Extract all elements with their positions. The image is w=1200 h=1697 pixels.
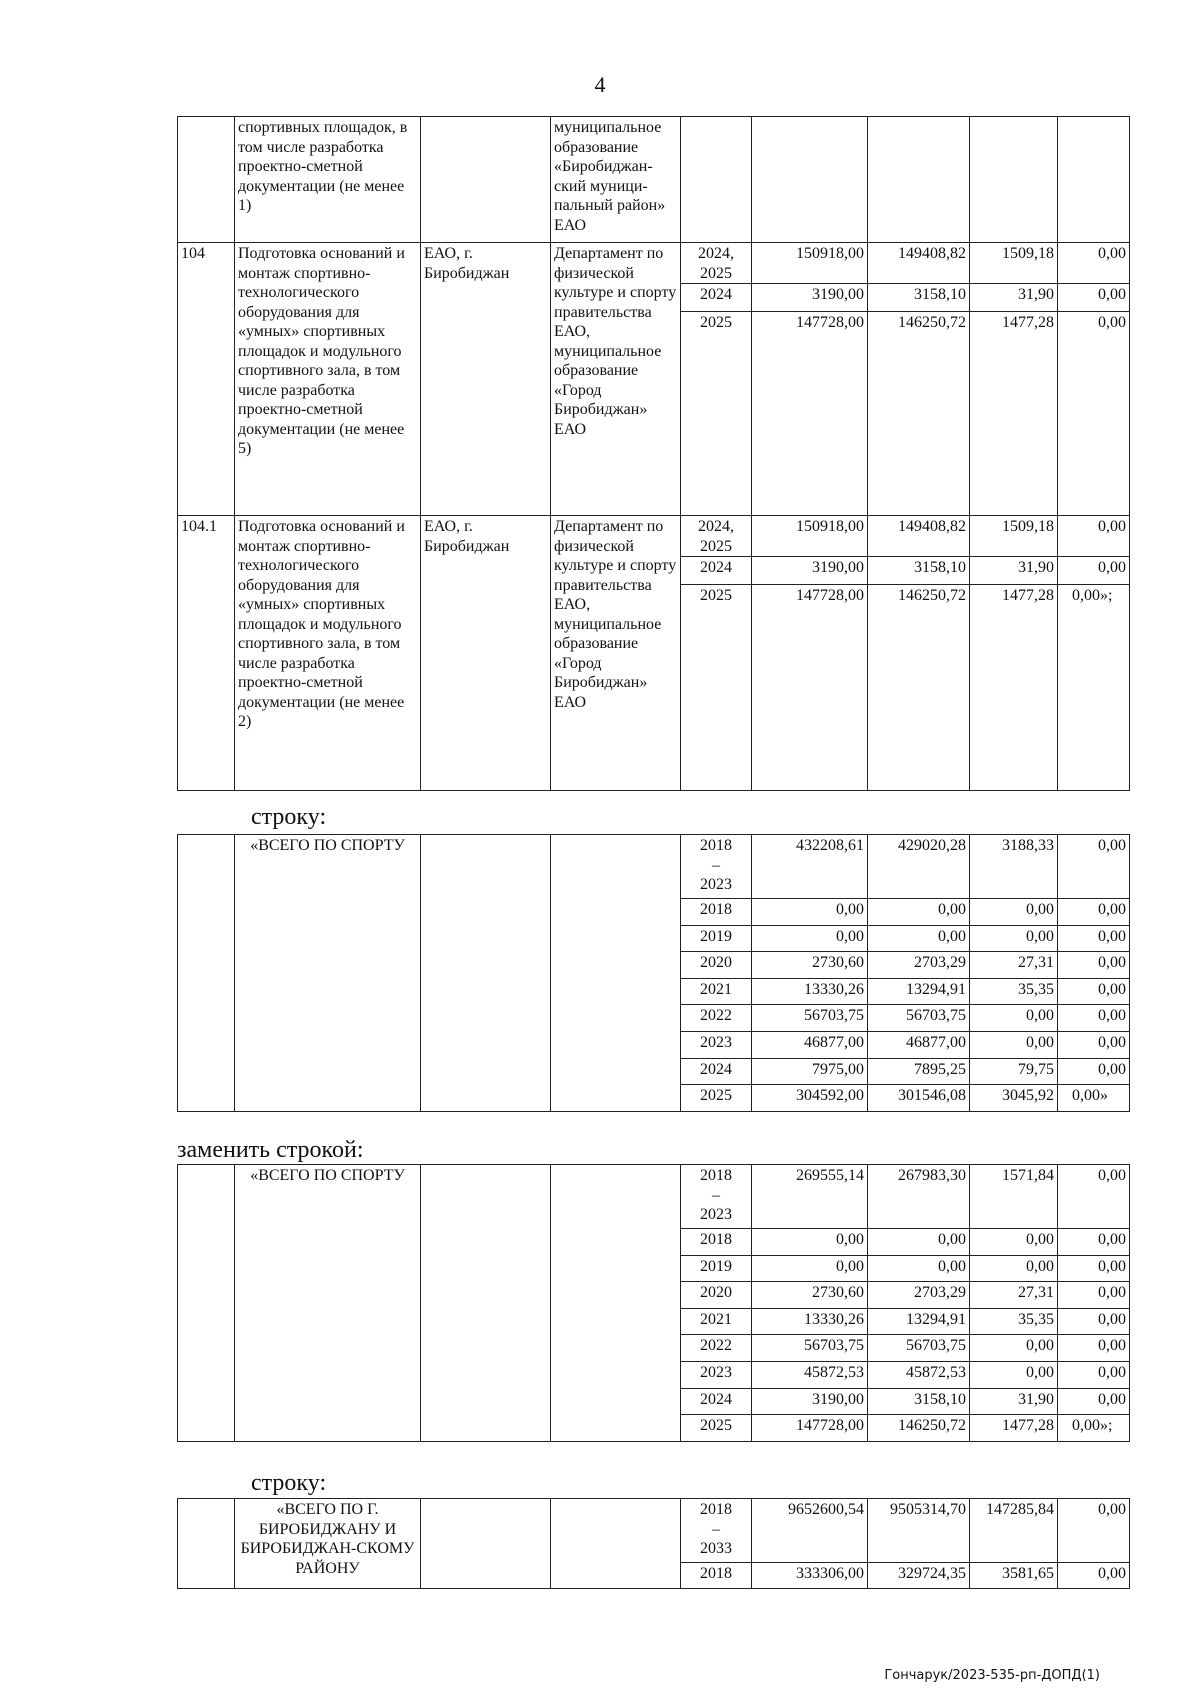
instruction-text: строку: xyxy=(251,804,327,830)
total-cell: 7975,00 xyxy=(752,1058,868,1085)
sport-total-new-table xyxy=(177,1164,1130,1442)
total-cell: 269555,14 xyxy=(752,1165,868,1229)
total-cell: 304592,00 xyxy=(752,1085,868,1112)
federal-cell: 0,00 xyxy=(868,925,970,952)
federal-cell: 0,00 xyxy=(868,899,970,926)
year-cell: 2020 xyxy=(681,1282,752,1309)
regional-cell: 27,31 xyxy=(970,952,1058,979)
federal-cell: 9505314,70 xyxy=(868,1499,970,1563)
federal-cell: 149408,82 xyxy=(868,516,970,557)
total-cell: 3190,00 xyxy=(752,284,868,312)
row-number-empty xyxy=(178,1499,235,1589)
regional-cell: 0,00 xyxy=(970,1005,1058,1032)
program-table-top xyxy=(177,116,1130,791)
federal-cell: 429020,28 xyxy=(868,835,970,899)
regional-cell: 1477,28 xyxy=(970,1415,1058,1442)
regional-cell: 0,00 xyxy=(970,1335,1058,1362)
total-cell: 147728,00 xyxy=(752,312,868,516)
table-row xyxy=(178,516,1130,557)
row-number: 104 xyxy=(178,243,235,516)
other-cell: 0,00 xyxy=(1058,952,1130,979)
regional-cell: 3581,65 xyxy=(970,1563,1058,1589)
other-cell: 0,00 xyxy=(1058,1031,1130,1058)
year-cell: 2019 xyxy=(681,925,752,952)
federal-cell: 46877,00 xyxy=(868,1031,970,1058)
instruction-text: заменить строкой: xyxy=(177,1137,364,1163)
year-cell: 2023 xyxy=(681,1031,752,1058)
executor-empty xyxy=(551,1165,681,1442)
grand-total-table xyxy=(177,1498,1130,1589)
regional-cell: 31,90 xyxy=(970,557,1058,585)
total-cell: 0,00 xyxy=(752,1229,868,1256)
other-cell: 0,00 xyxy=(1058,835,1130,899)
row-number-empty xyxy=(178,835,235,1112)
regional-cell: 147285,84 xyxy=(970,1499,1058,1563)
regional-cell: 3045,92 xyxy=(970,1085,1058,1112)
year-cell: 2018 xyxy=(681,899,752,926)
year-cell: 2018 xyxy=(681,1229,752,1256)
other-cell: 0,00 xyxy=(1058,557,1130,585)
other-cell: 0,00 xyxy=(1058,1255,1130,1282)
regional-cell: 1571,84 xyxy=(970,1165,1058,1229)
other-cell: 0,00» xyxy=(1058,1085,1130,1112)
regional-cell: 35,35 xyxy=(970,1308,1058,1335)
total-cell: 0,00 xyxy=(752,925,868,952)
regional-cell: 0,00 xyxy=(970,925,1058,952)
federal-cell: 301546,08 xyxy=(868,1085,970,1112)
year-cell: 2018 – 2033 xyxy=(681,1499,752,1563)
federal-cell: 2703,29 xyxy=(868,952,970,979)
total-cell: 150918,00 xyxy=(752,243,868,284)
total-cell: 13330,26 xyxy=(752,1308,868,1335)
other-cell: 0,00»; xyxy=(1058,1415,1130,1442)
other-cell: 0,00 xyxy=(1058,899,1130,926)
place: ЕАО, г. Биробиджан xyxy=(421,516,551,791)
regional-cell: 1509,18 xyxy=(970,516,1058,557)
federal-cell: 7895,25 xyxy=(868,1058,970,1085)
federal-cell: 45872,53 xyxy=(868,1361,970,1388)
place-empty xyxy=(421,1165,551,1442)
summary-title: «ВСЕГО ПО Г. БИРОБИДЖАНУ И БИРОБИДЖАН-СКОМУ РАЙОНУ xyxy=(235,1499,421,1589)
other-cell: 0,00 xyxy=(1058,1165,1130,1229)
year-cell: 2021 xyxy=(681,1308,752,1335)
federal-cell: 3158,10 xyxy=(868,1388,970,1415)
year-cell: 2025 xyxy=(681,312,752,516)
regional-cell: 0,00 xyxy=(970,1229,1058,1256)
year-cell: 2024, 2025 xyxy=(681,243,752,284)
table-row xyxy=(178,1499,1130,1563)
total-cell: 2730,60 xyxy=(752,952,868,979)
other-cell: 0,00»; xyxy=(1058,585,1130,791)
federal-cell: 146250,72 xyxy=(868,312,970,516)
regional-cell: 3188,33 xyxy=(970,835,1058,899)
regional-cell: 0,00 xyxy=(970,1255,1058,1282)
federal-cell: 2703,29 xyxy=(868,1282,970,1309)
page-number: 4 xyxy=(594,72,606,97)
year-cell: 2025 xyxy=(681,585,752,791)
total-cell: 56703,75 xyxy=(752,1005,868,1032)
regional-cell: 1477,28 xyxy=(970,585,1058,791)
other-cell: 0,00 xyxy=(1058,1499,1130,1563)
year-cell: 2023 xyxy=(681,1361,752,1388)
total-cell: 0,00 xyxy=(752,1255,868,1282)
executor: Департамент по физической культуре и спорту правительства ЕАО, муниципальное образование «Город Биробиджан» ЕАО xyxy=(551,516,681,791)
federal-cell: 267983,30 xyxy=(868,1165,970,1229)
total-cell: 0,00 xyxy=(752,899,868,926)
regional-cell: 31,90 xyxy=(970,284,1058,312)
regional-cell: 0,00 xyxy=(970,899,1058,926)
total-cell: 2730,60 xyxy=(752,1282,868,1309)
table-row xyxy=(178,243,1130,284)
other-cell: 0,00 xyxy=(1058,1361,1130,1388)
row-number: 104.1 xyxy=(178,516,235,791)
other-cell: 0,00 xyxy=(1058,243,1130,284)
other-cell: 0,00 xyxy=(1058,1058,1130,1085)
executor: Департамент по физической культуре и спорту правительства ЕАО, муниципальное образование «Город Биробиджан» ЕАО xyxy=(551,243,681,516)
place-empty xyxy=(421,835,551,1112)
total-cell: 9652600,54 xyxy=(752,1499,868,1563)
other-cell: 0,00 xyxy=(1058,1335,1130,1362)
federal-cell: 0,00 xyxy=(868,1229,970,1256)
federal-cell: 329724,35 xyxy=(868,1563,970,1589)
year-cell: 2020 xyxy=(681,952,752,979)
row-number-empty xyxy=(178,1165,235,1442)
year-cell: 2018 xyxy=(681,1563,752,1589)
regional-cell: 0,00 xyxy=(970,1361,1058,1388)
year-cell: 2025 xyxy=(681,1085,752,1112)
total-cell: 147728,00 xyxy=(752,1415,868,1442)
federal-cell: 13294,91 xyxy=(868,978,970,1005)
year-cell: 2018 – 2023 xyxy=(681,835,752,899)
year-cell: 2022 xyxy=(681,1005,752,1032)
total-cell: 147728,00 xyxy=(752,585,868,791)
total-cell: 56703,75 xyxy=(752,1335,868,1362)
summary-title: «ВСЕГО ПО СПОРТУ xyxy=(235,1165,421,1442)
federal-cell: 146250,72 xyxy=(868,1415,970,1442)
other-cell: 0,00 xyxy=(1058,312,1130,516)
other-cell: 0,00 xyxy=(1058,516,1130,557)
federal-cell: 3158,10 xyxy=(868,284,970,312)
year-cell: 2019 xyxy=(681,1255,752,1282)
other-cell: 0,00 xyxy=(1058,925,1130,952)
regional-cell: 31,90 xyxy=(970,1388,1058,1415)
year-cell: 2018 – 2023 xyxy=(681,1165,752,1229)
place: ЕАО, г. Биробиджан xyxy=(421,243,551,516)
place-empty xyxy=(421,1499,551,1589)
instruction-text: строку: xyxy=(251,1470,327,1496)
other-cell: 0,00 xyxy=(1058,1005,1130,1032)
total-cell: 3190,00 xyxy=(752,557,868,585)
federal-cell: 0,00 xyxy=(868,1255,970,1282)
federal-cell: 3158,10 xyxy=(868,557,970,585)
year-cell: 2024 xyxy=(681,284,752,312)
measure-name: Подготовка оснований и монтаж спортивно-технологического оборудования для «умных» спортивных площадок и модульного спортивного зала, в том числе разработка проектно-сметной документации (не менее 5) xyxy=(235,243,421,516)
other-cell: 0,00 xyxy=(1058,1388,1130,1415)
regional-cell: 1477,28 xyxy=(970,312,1058,516)
federal-cell: 146250,72 xyxy=(868,585,970,791)
regional-cell: 1509,18 xyxy=(970,243,1058,284)
measure-name: спортивных площадок, в том числе разработка проектно-сметной документации (не менее 1) xyxy=(235,117,421,243)
year-cell: 2024 xyxy=(681,1388,752,1415)
total-cell: 46877,00 xyxy=(752,1031,868,1058)
table-row xyxy=(178,835,1130,899)
measure-name: Подготовка оснований и монтаж спортивно-технологического оборудования для «умных» спортивных площадок и модульного спортивного зала, в том числе разработка проектно-сметной документации (не менее 2) xyxy=(235,516,421,791)
federal-cell: 13294,91 xyxy=(868,1308,970,1335)
other-cell: 0,00 xyxy=(1058,978,1130,1005)
regional-cell: 27,31 xyxy=(970,1282,1058,1309)
total-cell: 333306,00 xyxy=(752,1563,868,1589)
year-cell: 2022 xyxy=(681,1335,752,1362)
executor-empty xyxy=(551,1499,681,1589)
federal-cell: 56703,75 xyxy=(868,1335,970,1362)
year-cell: 2024 xyxy=(681,1058,752,1085)
other-cell: 0,00 xyxy=(1058,1308,1130,1335)
total-cell: 150918,00 xyxy=(752,516,868,557)
other-cell: 0,00 xyxy=(1058,284,1130,312)
summary-title: «ВСЕГО ПО СПОРТУ xyxy=(235,835,421,1112)
regional-cell: 79,75 xyxy=(970,1058,1058,1085)
regional-cell: 35,35 xyxy=(970,978,1058,1005)
executor: муниципальное образование «Биробиджан-ский муници-пальный район» ЕАО xyxy=(551,117,681,243)
year-cell: 2025 xyxy=(681,1415,752,1442)
executor-empty xyxy=(551,835,681,1112)
table-row-continuation xyxy=(178,117,1130,243)
total-cell: 3190,00 xyxy=(752,1388,868,1415)
year-cell: 2024, 2025 xyxy=(681,516,752,557)
federal-cell: 56703,75 xyxy=(868,1005,970,1032)
other-cell: 0,00 xyxy=(1058,1282,1130,1309)
document-footer-id: Гончарук/2023-535-рп-ДОПД(1) xyxy=(884,1668,1100,1683)
sport-total-old-table xyxy=(177,834,1130,1112)
year-cell: 2024 xyxy=(681,557,752,585)
total-cell: 45872,53 xyxy=(752,1361,868,1388)
year-cell: 2021 xyxy=(681,978,752,1005)
table-row xyxy=(178,1165,1130,1229)
other-cell: 0,00 xyxy=(1058,1229,1130,1256)
federal-cell: 149408,82 xyxy=(868,243,970,284)
total-cell: 13330,26 xyxy=(752,978,868,1005)
regional-cell: 0,00 xyxy=(970,1031,1058,1058)
total-cell: 432208,61 xyxy=(752,835,868,899)
other-cell: 0,00 xyxy=(1058,1563,1130,1589)
